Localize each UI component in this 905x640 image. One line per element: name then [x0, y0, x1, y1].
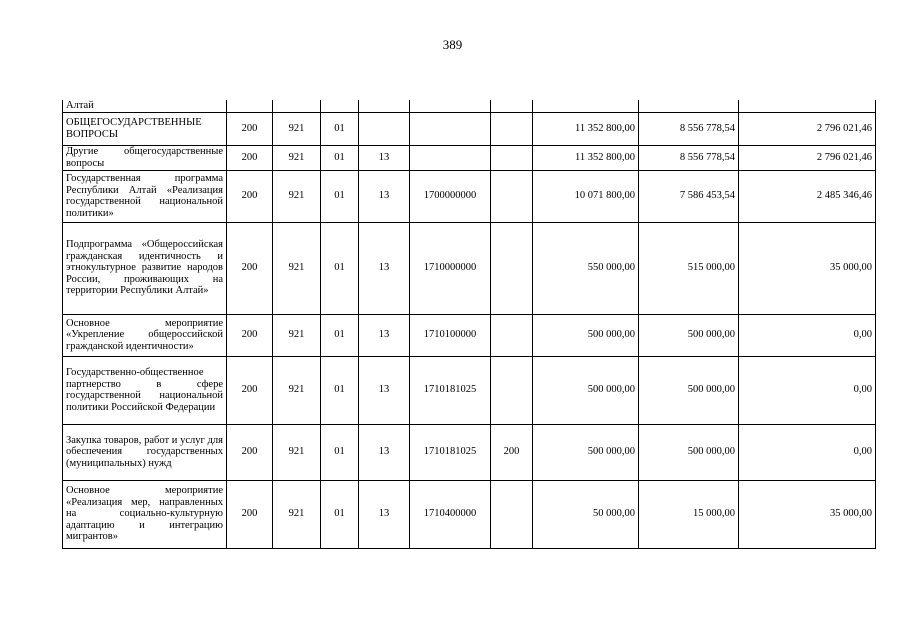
plan-amount: 11 352 800,00 — [533, 145, 639, 170]
executed-amount: 7 586 453,54 — [639, 170, 739, 222]
row-name: Подпрограмма «Общероссийская гражданская идентичность и этнокультурное развитие народов России, проживающих на территории Республики Алтай» — [63, 222, 227, 314]
plan-amount: 11 352 800,00 — [533, 112, 639, 145]
executed-amount: 500 000,00 — [639, 424, 739, 480]
section-code: 01 — [321, 222, 359, 314]
executed-amount: 8 556 778,54 — [639, 145, 739, 170]
target-article — [410, 100, 491, 112]
table-row — [63, 100, 876, 112]
expense-type — [491, 314, 533, 356]
section-code: 01 — [321, 356, 359, 424]
plan-amount: 500 000,00 — [533, 424, 639, 480]
ministry-code: 921 — [273, 356, 321, 424]
executed-amount — [639, 100, 739, 112]
target-article: 1710181025 — [410, 424, 491, 480]
ministry-code: 921 — [273, 222, 321, 314]
plan-amount: 50 000,00 — [533, 480, 639, 548]
remainder-amount: 35 000,00 — [739, 222, 876, 314]
remainder-amount: 35 000,00 — [739, 480, 876, 548]
plan-amount: 500 000,00 — [533, 356, 639, 424]
gr-code: 200 — [227, 112, 273, 145]
subsection-code: 13 — [359, 424, 410, 480]
gr-code: 200 — [227, 424, 273, 480]
executed-amount: 15 000,00 — [639, 480, 739, 548]
ministry-code: 921 — [273, 170, 321, 222]
subsection-code: 13 — [359, 170, 410, 222]
subsection-code: 13 — [359, 145, 410, 170]
ministry-code — [273, 100, 321, 112]
ministry-code: 921 — [273, 314, 321, 356]
row-name: ОБЩЕГОСУДАРСТВЕННЫЕ ВОПРОСЫ — [63, 112, 227, 145]
gr-code: 200 — [227, 480, 273, 548]
remainder-amount: 2 485 346,46 — [739, 170, 876, 222]
page-number: 389 — [442, 37, 463, 52]
subsection-code: 13 — [359, 222, 410, 314]
section-code: 01 — [321, 170, 359, 222]
expense-type — [491, 145, 533, 170]
row-name: Основное мероприятие «Реализация мер, направленных на социально-культурную адаптацию и интеграцию мигрантов» — [63, 480, 227, 548]
target-article: 1710000000 — [410, 222, 491, 314]
plan-amount — [533, 100, 639, 112]
ministry-code: 921 — [273, 145, 321, 170]
table-row — [63, 170, 876, 222]
section-code: 01 — [321, 314, 359, 356]
gr-code: 200 — [227, 314, 273, 356]
remainder-amount: 2 796 021,46 — [739, 112, 876, 145]
expense-type — [491, 112, 533, 145]
executed-amount: 8 556 778,54 — [639, 112, 739, 145]
plan-amount: 500 000,00 — [533, 314, 639, 356]
section-code: 01 — [321, 112, 359, 145]
target-article: 1710181025 — [410, 356, 491, 424]
budget-table — [62, 100, 876, 549]
remainder-amount — [739, 100, 876, 112]
section-code: 01 — [321, 424, 359, 480]
row-name: Другие общегосударственные вопросы — [63, 145, 227, 170]
expense-type — [491, 222, 533, 314]
target-article — [410, 112, 491, 145]
remainder-amount: 2 796 021,46 — [739, 145, 876, 170]
ministry-code: 921 — [273, 112, 321, 145]
gr-code: 200 — [227, 356, 273, 424]
subsection-code: 13 — [359, 356, 410, 424]
table-row — [63, 222, 876, 314]
subsection-code: 13 — [359, 480, 410, 548]
table-row — [63, 314, 876, 356]
subsection-code — [359, 100, 410, 112]
plan-amount: 550 000,00 — [533, 222, 639, 314]
subsection-code — [359, 112, 410, 145]
plan-amount: 10 071 800,00 — [533, 170, 639, 222]
row-name: Алтай — [63, 100, 227, 112]
section-code: 01 — [321, 480, 359, 548]
remainder-amount: 0,00 — [739, 314, 876, 356]
executed-amount: 500 000,00 — [639, 356, 739, 424]
table-row — [63, 356, 876, 424]
row-name: Основное мероприятие «Укрепление общероссийской гражданской идентичности» — [63, 314, 227, 356]
target-article: 1700000000 — [410, 170, 491, 222]
row-name: Государственно-общественное партнерство в сфере государственной национальной политики Российской Федерации — [63, 356, 227, 424]
expense-type — [491, 170, 533, 222]
section-code — [321, 100, 359, 112]
expense-type: 200 — [491, 424, 533, 480]
expense-type — [491, 480, 533, 548]
gr-code — [227, 100, 273, 112]
table-row — [63, 145, 876, 170]
gr-code: 200 — [227, 145, 273, 170]
gr-code: 200 — [227, 170, 273, 222]
table-row — [63, 480, 876, 548]
expense-type — [491, 356, 533, 424]
executed-amount: 500 000,00 — [639, 314, 739, 356]
target-article: 1710100000 — [410, 314, 491, 356]
gr-code: 200 — [227, 222, 273, 314]
executed-amount: 515 000,00 — [639, 222, 739, 314]
ministry-code: 921 — [273, 424, 321, 480]
row-name: Закупка товаров, работ и услуг для обеспечения государственных (муниципальных) нужд — [63, 424, 227, 480]
target-article: 1710400000 — [410, 480, 491, 548]
remainder-amount: 0,00 — [739, 356, 876, 424]
remainder-amount: 0,00 — [739, 424, 876, 480]
ministry-code: 921 — [273, 480, 321, 548]
table-row — [63, 112, 876, 145]
section-code: 01 — [321, 145, 359, 170]
table-row — [63, 424, 876, 480]
subsection-code: 13 — [359, 314, 410, 356]
target-article — [410, 145, 491, 170]
row-name: Государственная программа Республики Алтай «Реализация государственной национальной политики» — [63, 170, 227, 222]
expense-type — [491, 100, 533, 112]
